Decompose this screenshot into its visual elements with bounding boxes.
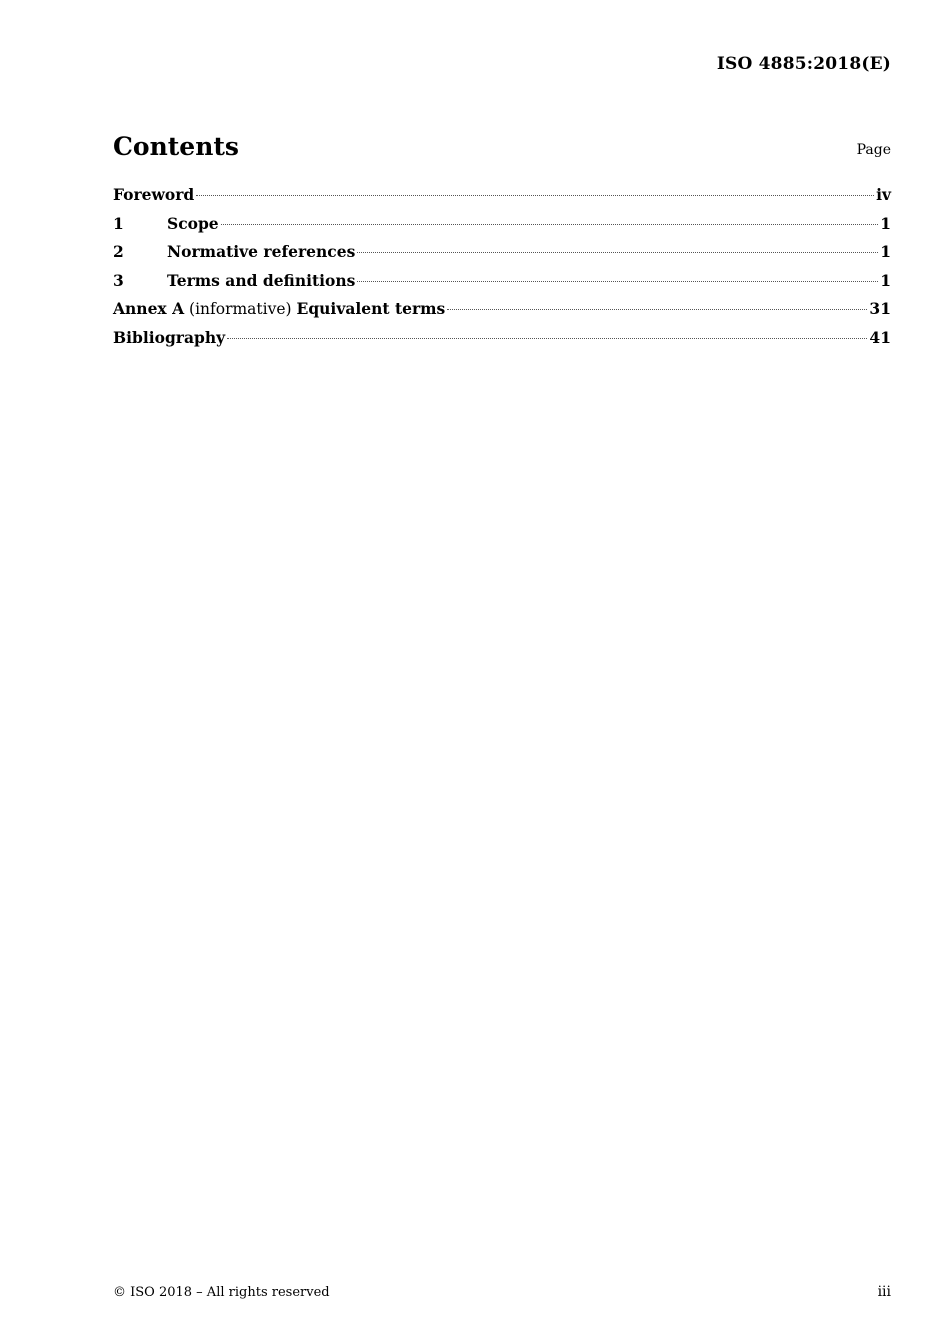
table-of-contents — [113, 185, 891, 357]
toc-entry-page: 1 — [880, 242, 891, 262]
toc-entry-normative-references[interactable] — [113, 242, 891, 271]
dot-leader — [357, 281, 878, 282]
toc-entry-page: 1 — [880, 213, 891, 233]
toc-entry-annex-a[interactable] — [113, 299, 891, 328]
dot-leader — [357, 252, 878, 253]
toc-entry-number: 2 — [113, 242, 124, 262]
contents-heading: Contents — [113, 132, 240, 161]
toc-entry-scope[interactable] — [113, 214, 891, 243]
copyright-notice: © ISO 2018 – All rights reserved — [113, 1285, 330, 1300]
page-column-label: Page — [856, 142, 891, 158]
toc-entry-title: Foreword — [113, 185, 195, 204]
annex-label: Annex A — [113, 299, 185, 319]
toc-entry-bibliography[interactable] — [113, 328, 891, 357]
page-number: iii — [877, 1284, 891, 1300]
toc-entry-page: 31 — [869, 299, 891, 319]
document-id: ISO 4885:2018(E) — [716, 54, 891, 74]
annex-qualifier: (informative) — [184, 300, 297, 319]
toc-entry-title — [113, 299, 445, 318]
dot-leader — [196, 195, 874, 196]
dot-leader — [227, 338, 867, 339]
toc-entry-title: Bibliography — [113, 327, 226, 347]
dot-leader — [221, 224, 879, 225]
dot-leader — [447, 309, 867, 310]
toc-entry-title: Normative references — [167, 242, 356, 262]
toc-entry-title: Scope — [167, 213, 219, 233]
toc-entry-number: 3 — [113, 270, 124, 290]
toc-entry-page: 41 — [869, 327, 891, 347]
toc-entry-title: Terms and definitions — [167, 270, 356, 290]
toc-entry-terms-and-definitions[interactable] — [113, 271, 891, 300]
toc-entry-page: 1 — [880, 270, 891, 290]
toc-entry-foreword[interactable] — [113, 185, 891, 214]
annex-title: Equivalent terms — [296, 299, 446, 319]
toc-entry-number: 1 — [113, 213, 124, 233]
toc-entry-page: iv — [876, 185, 891, 204]
